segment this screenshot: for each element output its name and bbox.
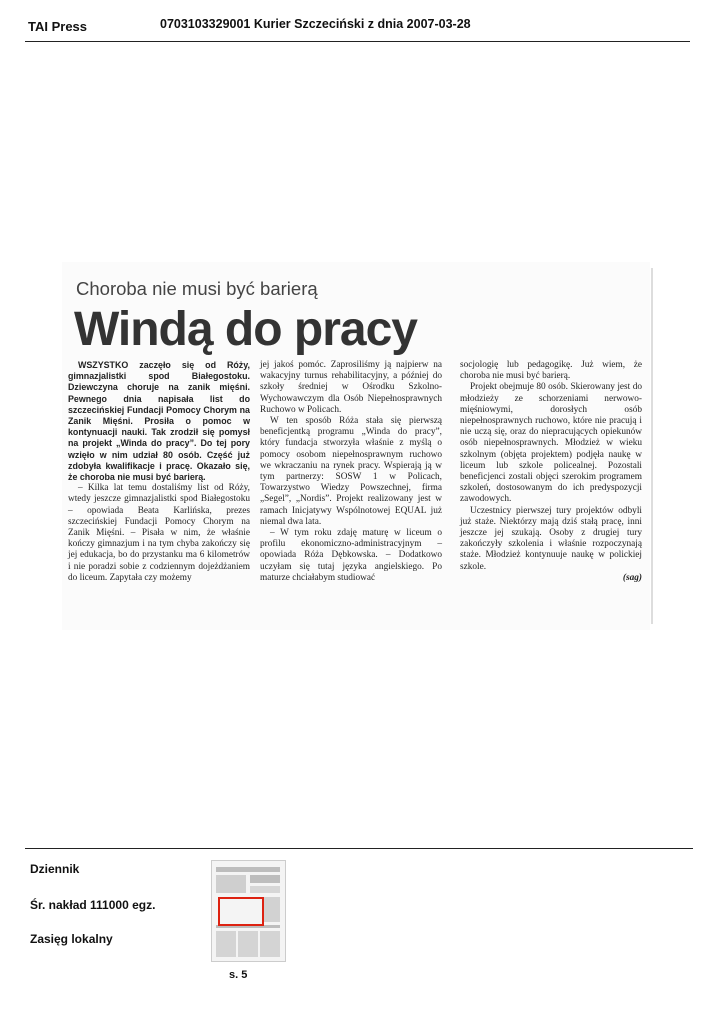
article-column-2: [260, 360, 442, 584]
article-paragraph: Projekt obejmuje 80 osób. Skierowany jest do młodzieży ze schorzeniami nerwowo-mięśniowymi, dorosłych osób niepełnosprawnych ruchowo, które nie pracują i nie uczą się, oraz do niepracujących opiekunów osób niepełnosprawnych. Młodzież w wieku szkolnym (objęta projektem) podjęła naukę w liceum lub szkole policealnej. Pozostali beneficjenci zostali objęci szerokim programem szkoleń, dostosowanym do ich predyspozycji zawodowych.: [460, 382, 642, 505]
page-number: s. 5: [229, 969, 248, 981]
article-paragraph: W ten sposób Róża stała się pierwszą beneficjentką programu „Winda do pracy”, który fundacja stworzyła właśnie z myślą o pomocy osobom niepełnosprawnym ruchowo we wkraczaniu na rynek pracy. Wspierają ją w tym partnerzy: SOSW 1 w Policach, Towarzystwo Wiedzy Powszechnej, firma „Segel”, „Nordis”. Projekt realizowany jest w ramach Inicjatywy Wspólnotowej EQUAL już niemal dwa lata.: [260, 416, 442, 527]
article-headline: Windą do pracy: [74, 303, 417, 356]
header-divider: [25, 41, 690, 42]
article-paragraph: Uczestnicy pierwszej tury projektów odbyli już staże. Niektórzy mają dziś stałą pracę, inni jeszcze jej szukają. Osoby z drugiej tury zakończyły szkolenia i właśnie rozpoczynają staże. Młodzież kontynuuje naukę w polickiej szkole.: [460, 505, 642, 572]
circulation-info: Śr. nakład 111000 egz.: [30, 898, 156, 912]
article-clipping: [62, 262, 650, 630]
publication-type: Dziennik: [30, 862, 80, 876]
page-thumbnail: [211, 860, 286, 962]
article-kicker: Choroba nie musi być barierą: [76, 278, 318, 299]
footer-divider: [25, 848, 693, 849]
range-info: Zasięg lokalny: [30, 932, 113, 946]
article-column-1: [68, 360, 250, 584]
source-line: 0703103329001 Kurier Szczeciński z dnia 2007-03-28: [160, 17, 471, 31]
agency-label: TAI Press: [28, 19, 88, 34]
article-paragraph: socjologię lub pedagogikę. Już wiem, że choroba nie musi być barierą.: [460, 360, 642, 382]
article-paragraph: – Kilka lat temu dostaliśmy list od Róży, wtedy jeszcze gimnazjalistki spod Białegostoku – opowiada Beata Karlińska, prezes szczecińskiej Fundacji Pomocy Chorym na Zanik Mięśni. – Pisała w nim, że właśnie kończy gimnazjum i na tym chyba zakończy się jej edukacja, bo do przystanku ma 6 kilometrów i nie poradzi sobie z codziennym dojeżdżaniem do liceum. Zapytała czy możemy: [68, 483, 250, 583]
article-lead: WSZYSTKO zaczęło się od Róży, gimnazjalistki spod Białegostoku. Dziewczyna choruje na zanik mięśni. Pewnego dnia napisała list do szczecińskiej Fundacji Pomocy Chorym na Zanik Mięśni. Prosiła o pomoc w kontynuacji nauki. Tak zrodził się pomysł na projekt „Winda do pracy”. Do tej pory wzięło w nim udział 80 osób. Część już zdobyła kwalifikacje i pracę. Okazało się, że choroba nie musi być barierą.: [68, 360, 250, 483]
article-column-3: [460, 360, 642, 584]
article-paragraph: jej jakoś pomóc. Zaprosiliśmy ją najpierw na wakacyjny turnus rehabilitacyjny, a później do szkoły średniej w Ośrodku Szkolno-Wychowawczym dla Osób Niepełnosprawnych Ruchowo w Policach.: [260, 360, 442, 415]
article-signature: (sag): [622, 572, 642, 583]
article-paragraph: – W tym roku zdaję maturę w liceum o profilu ekonomiczno-administracyjnym – opowiada Róża Dębkowska. – Dodatkowo uczyłam się tutaj języka angielskiego. Po maturze chciałabym studiować: [260, 528, 442, 583]
article-highlight-box: [218, 897, 264, 926]
